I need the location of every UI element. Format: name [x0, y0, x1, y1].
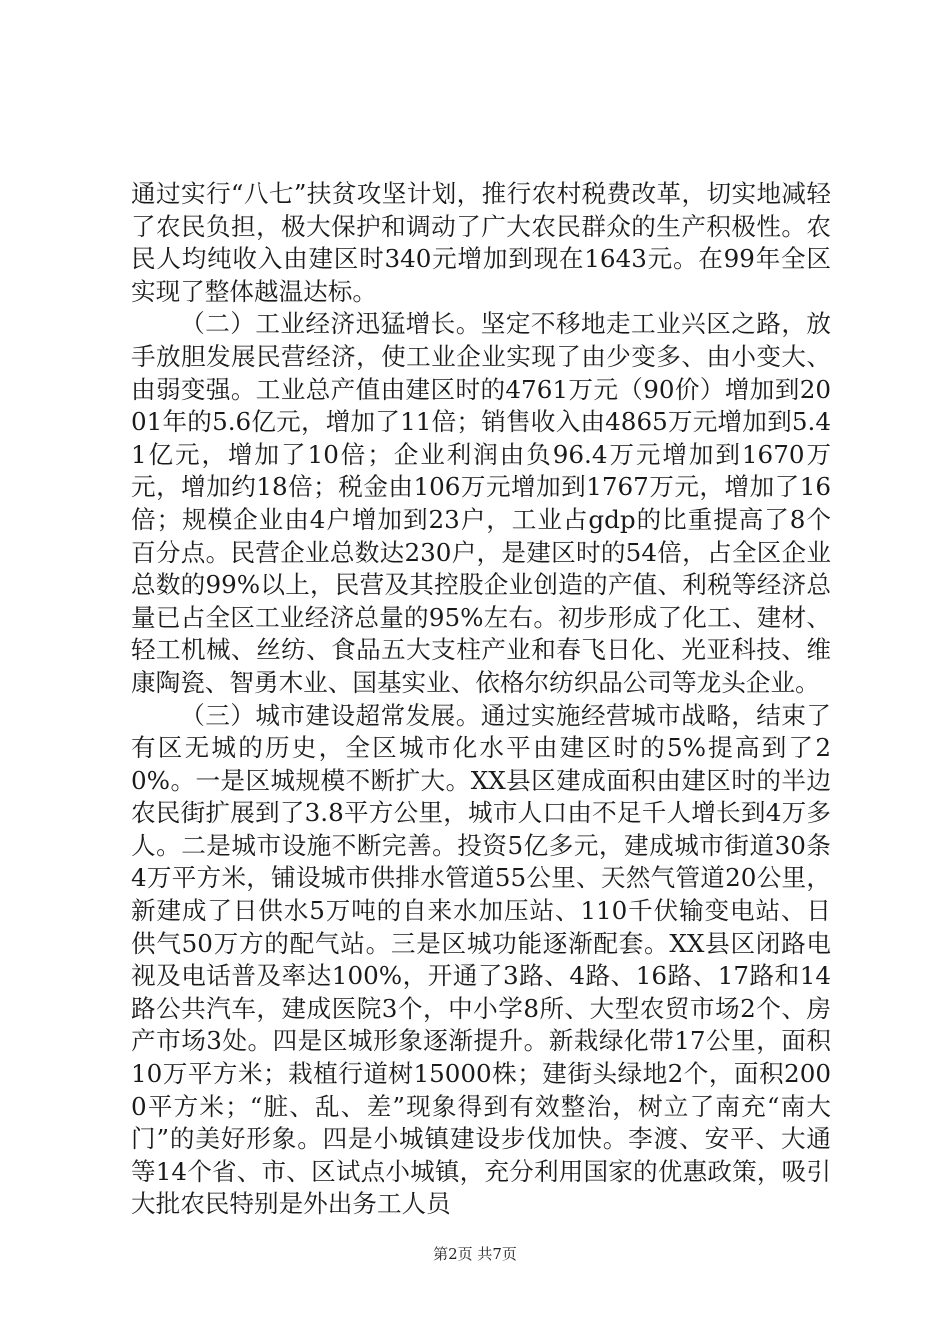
paragraph-2: （二）工业经济迅猛增长。坚定不移地走工业兴区之路，放手放胆发展民营经济，使工业企业实现了由少变多、由小变大、由弱变强。工业总产值由建区时的4761万元（90价）增加到2001年的5.6亿元，增加了11倍；销售收入由4865万元增加到5.41亿元，增加了10倍；企业利润由负96.4万元增加到1670万元，增加约18倍；税金由106万元增加到1767万元，增加了16倍；规模企业由4户增加到23户，工业占gdp的比重提高了8个百分点。民营企业总数达230户，是建区时的54倍，占全区企业总数的99%以上，民营及其控股企业创造的产值、利税等经济总量已占全区工业经济总量的95%左右。初步形成了化工、建材、轻工机械、丝纺、食品五大支柱产业和春飞日化、光亚科技、维康陶瓷、智勇木业、国基实业、依格尔纺织品公司等龙头企业。 — [131, 309, 831, 697]
paragraph-3: （三）城市建设超常发展。通过实施经营城市战略，结束了有区无城的历史，全区城市化水平由建区时的5%提高到了20%。一是区城规模不断扩大。XX县区建成面积由建区时的半边农民街扩展到了3.8平方公里，城市人口由不足千人增长到4万多人。二是城市设施不断完善。投资5亿多元，建成城市街道30条4万平方米，铺设城市供排水管道55公里、天然气管道20公里，新建成了日供水5万吨的自来水加压站、110千伏输变电站、日供气50万方的配气站。三是区城功能逐渐配套。XX县区闭路电视及电话普及率达100%，开通了3路、4路、16路、17路和14路公共汽车，建成医院3个，中小学8所、大型农贸市场2个、房产市场3处。四是区城形象逐渐提升。新栽绿化带17公里，面积10万平方米；栽植行道树15000株；建街头绿地2个，面积2000平方米；“脏、乱、差”现象得到有效整治，树立了南充“南大门”的美好形象。四是小城镇建设步伐加快。李渡、安平、大通等14个省、市、区试点小城镇，充分利用国家的优惠政策，吸引大批农民特别是外出务工人员 — [131, 700, 831, 1219]
document-body — [131, 178, 831, 1221]
page-footer: 第2页 共7页 — [433, 1245, 517, 1263]
paragraph-1: 通过实行“八七”扶贫攻坚计划，推行农村税费改革，切实地减轻了农民负担，极大保护和调动了广大农民群众的生产积极性。农民人均纯收入由建区时340元增加到现在1643元。在99年全区实现了整体越温达标。 — [131, 179, 831, 306]
